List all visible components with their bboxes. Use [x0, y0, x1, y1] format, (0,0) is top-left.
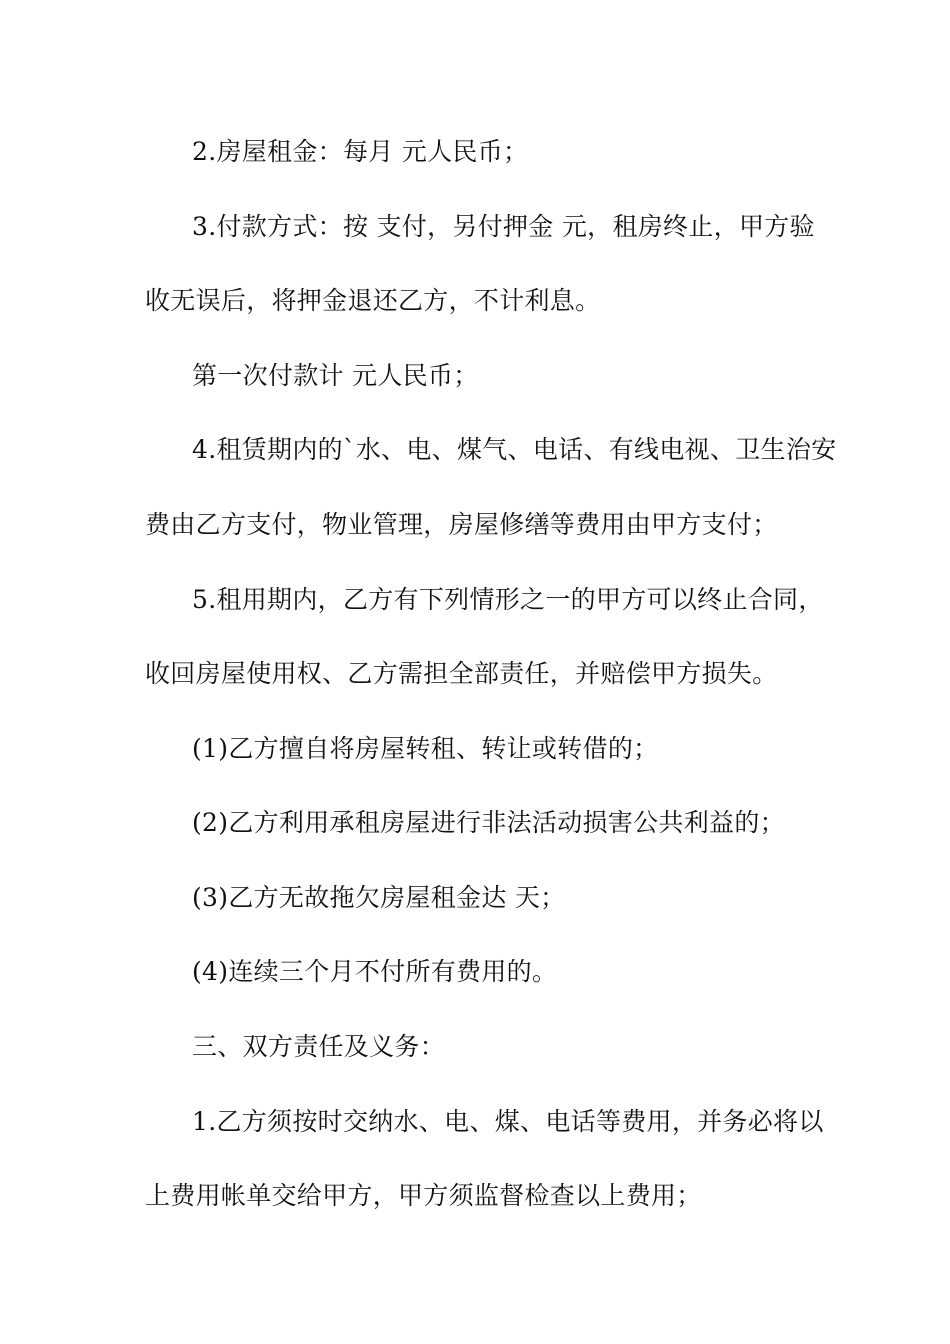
- clause-termination: 5.租用期内，乙方有下列情形之一的甲方可以终止合同，: [192, 585, 824, 614]
- clause-utilities-cont: 费由乙方支付，物业管理，房屋修缮等费用由甲方支付；: [145, 510, 778, 539]
- clause-first-payment: 第一次付款计 元人民币；: [192, 361, 479, 390]
- termination-item-3: (3)乙方无故拖欠房屋租金达 天；: [192, 883, 566, 912]
- termination-item-4: (4)连续三个月不付所有费用的。: [192, 957, 558, 986]
- responsibility-item-1-cont: 上费用帐单交给甲方，甲方须监督检查以上费用；: [145, 1181, 702, 1210]
- clause-payment-method-cont: 收无误后，将押金退还乙方，不计利息。: [145, 286, 601, 315]
- termination-item-2: (2)乙方利用承租房屋进行非法活动损害公共利益的；: [192, 808, 785, 837]
- section-heading-responsibilities: 三、双方责任及义务：: [192, 1032, 446, 1061]
- clause-utilities: 4.租赁期内的`水、电、煤气、电话、有线电视、卫生治安: [192, 435, 837, 464]
- responsibility-item-1: 1.乙方须按时交纳水、电、煤、电话等费用，并务必将以: [192, 1107, 824, 1136]
- clause-termination-cont: 收回房屋使用权、乙方需担全部责任，并赔偿甲方损失。: [145, 659, 778, 688]
- termination-item-1: (1)乙方擅自将房屋转租、转让或转借的；: [192, 734, 659, 763]
- clause-payment-method: 3.付款方式：按 支付，另付押金 元，租房终止，甲方验: [192, 212, 815, 241]
- clause-rent: 2.房屋租金：每月 元人民币；: [192, 137, 529, 166]
